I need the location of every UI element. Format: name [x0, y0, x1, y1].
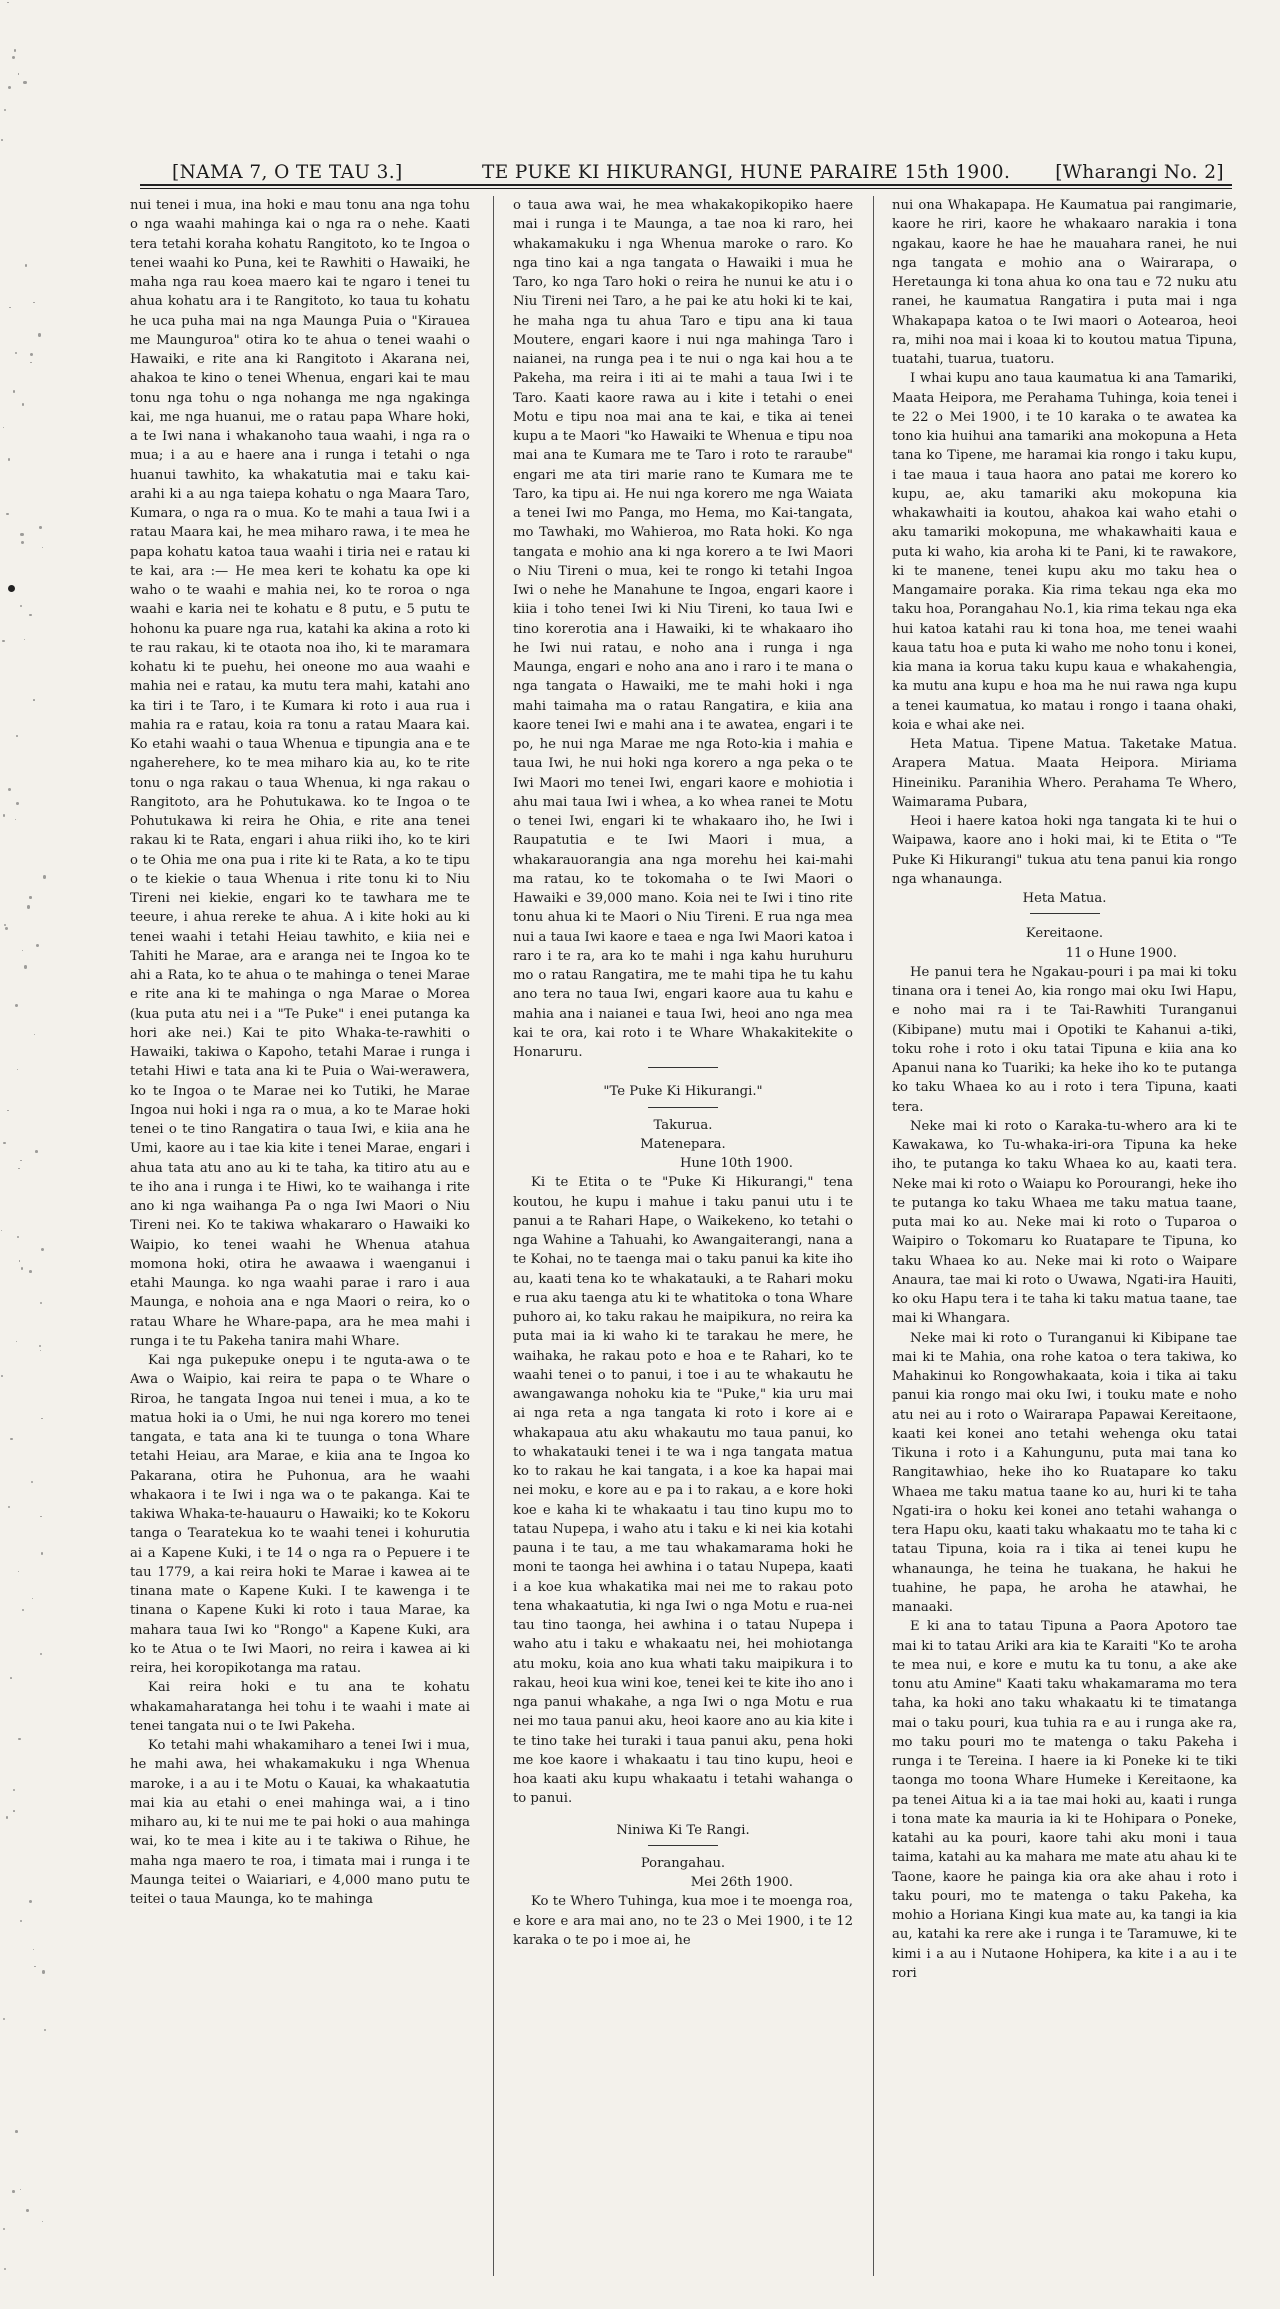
scan-speck — [7, 2, 8, 3]
scan-speck — [8, 86, 11, 89]
scan-speck — [10, 1677, 12, 1679]
letter-paragraph: Ki te Etita o te "Puke Ki Hikurangi," tena koutou, he kupu i mahue i taku panui utu i te panui a te Rahari Hape, o Waikekeno, ko tetahi o nga Wahine a Tahuahi, ko Awangaiterangi, nana a te Kohai, no te taenga mai o taku panui ka kite iho au, kaati tena ko te whakatauki, a te Rahari moku e rua aku taenga atu ki te whatitoka o tona Whare puhoro ai, ko taku rakau he maipikura, no reira ka puta mai ia ki waho ki te tarakau he mere, he waihaka, he rakau poto e hoa e te Rahari, ko te waahi tenei o to panui, i toe i au te whakautu he awangawanga nohoku kia te "Puke," kia uru mai ai nga reta a nga tangata ki roto i kore ai e whakapaua atu aku whakautu mo taua panui, ko to whakatauki tenei i te wa i nga tangata matua ko to rakau he kai tangata, i a koe ka hapai mai nei moku, e kore au e pa i to rakau, a e kore hoki koe e kaha ki te whakaatu i tau tino kupu mo to tatau Nupepa, i waho atu i taku e ki nei kia kotahi pauna i te tau, a me tau whakamarama hoki he moni te taonga hei awhina i o tatau Nupepa, kaati i a koe kua whakatika mai nei me to rakau poto tena whakaatutia, ki nga Iwi o nga Motu e rua-nei tau tino taonga, hei awhina i o tatau Nupepa i waho atu i taku e whakaatu nei, hei mohiotanga atu moku, koia ano kua whati taku maipikura i to rakau, heoi kua wini koe, tenei kei te kite iho ano i nga panui whakahe, a nga Iwi o nga Motu e rua nei mo taua panui aku, heoi kaore ano au kia kite i te tino take hei turaki i taua panui aku, pena hoki me koe kaore i whakaatu i tau tino kupu, heoi e hoa kaati aku kupu whakaatu i tetahi wahanga o to panui. — [513, 1175, 853, 1807]
section-separator — [648, 1067, 718, 1068]
column-divider — [873, 196, 874, 2276]
scan-speck — [17, 1236, 19, 1238]
scan-speck — [3, 1142, 6, 1145]
letter-heading: "Te Puke Ki Hikurangi." — [603, 1084, 763, 1100]
scan-speck — [41, 1418, 42, 1419]
scan-speck — [32, 1598, 33, 1599]
letter-place: Matenepara. — [640, 1136, 726, 1152]
scan-speck — [29, 1900, 32, 1903]
scan-speck — [13, 390, 16, 393]
scan-speck — [1, 139, 3, 141]
letter-place: Porangahau. — [640, 1855, 726, 1871]
scan-speck — [21, 1267, 24, 1270]
scan-speck — [29, 614, 32, 617]
scan-speck — [40, 1516, 41, 1517]
letter-paragraph: Neke mai ki roto o Turanganui ki Kibipane tae mai ki te Mahia, ona rohe katoa o tera takiwa, ko Mahakinui ko Rongowhakaata, koia i tika ai taku panui kia rongo mai oku Iwi, i touku mate e noho atu nei au i roto o Wairarapa Papawai Kereitaone, kaati kei konei ano tetahi wehenga oku tatai Tikuna i roto i a Kahungunu, puta mai tana ko Rangitawhiao, heke iho ko Ruatapare ko taku Whaea me taku matua taane ko au, huri ki te taha Ngati-ira o hoku kei konei ano tetahi wahanga o tera Hapu oku, kaati taku whakaatu mo te taha ki c tatau Tipuna, koia ra i tika ai tenei kupu he whanaunga, he teina he tuakana, he hakui he tuahine, he papa, he aroha he atawhai, he manaaki. — [892, 1330, 1237, 1615]
scan-speck — [41, 1552, 43, 1554]
scan-margin-specks — [0, 0, 60, 2309]
article-paragraph: Ko tetahi mahi whakamiharo a tenei Iwi i mua, he mahi awa, hei whakamakuku i nga Whenua maroke, i a au i te Motu o Kauai, ka whakaatutia mai kia au etahi o enei mahinga wai, a i tino miharo au, ki te nui me te pai hoki o aua mahinga wai, ko te mea i kite au i te takiwa o Rihue, he maha nga maero te roa, i timata mai i runga i te Maunga teitei o Waiariari, e 4,000 mano putu te teitei o taua Maunga, ko te mahinga — [130, 1738, 470, 1907]
scan-speck — [33, 302, 35, 304]
letter-place: Takurua. — [653, 1117, 713, 1133]
scan-speck — [30, 362, 32, 364]
scan-speck — [27, 905, 30, 908]
scan-speck — [4, 109, 6, 111]
scan-speck — [39, 1345, 41, 1347]
scan-speck — [41, 1248, 44, 1251]
column-3 — [892, 196, 1237, 2286]
margin-ink-dot — [8, 585, 15, 592]
scan-speck — [4, 924, 7, 927]
article-paragraph: Heta Matua. Tipene Matua. Taketake Matua. Arapera Matua. Maata Heipora. Miriama Hineiniku. Paranihia Whero. Perahama Te Whero, Waimarama Pubara, — [892, 737, 1237, 810]
scan-speck — [12, 56, 15, 59]
scan-speck — [6, 1816, 8, 1818]
scan-speck — [18, 1571, 20, 1573]
scan-speck — [1, 1230, 2, 1231]
scan-speck — [20, 2189, 21, 2190]
scan-speck — [31, 1481, 33, 1483]
scan-speck — [36, 944, 39, 947]
scan-speck — [12, 2190, 15, 2193]
scan-speck — [40, 1302, 42, 1304]
header-issue: [NAMA 7, O TE TAU 3.] — [172, 162, 403, 183]
scan-speck — [7, 1110, 8, 1111]
scan-speck — [15, 819, 16, 820]
article-paragraph: Heoi i haere katoa hoki nga tangata ki te hui o Waipawa, kaore ano i hoki mai, ki te Etita o "Te Puke Ki Hikurangi" tukua atu tena panui kia rongo nga whanaunga. — [892, 814, 1237, 887]
header-page-number: [Wharangi No. 2] — [1055, 162, 1224, 183]
scan-speck — [13, 1789, 15, 1791]
scan-speck — [15, 1004, 18, 1007]
column-divider — [493, 196, 494, 2276]
letter-signature: Niniwa Ki Te Rangi. — [616, 1822, 750, 1838]
scan-speck — [30, 353, 33, 356]
scan-speck — [22, 403, 24, 405]
scan-speck — [14, 49, 16, 51]
scan-speck — [10, 1438, 12, 1440]
scan-speck — [42, 1970, 45, 1973]
article-paragraph: o taua awa wai, he mea whakakopikopiko haere mai i runga i te Maunga, a tae noa ki raro, hei whakamakuku i nga Whenua maroke o raro. Ko nga tino kai a nga tangata o Hawaiki i mua he Taro, ko nga Taro hoki o reira he nunui ke atu i o Niu Tireni nei Taro, a he pai ke atu hoki ki te kai, he maha nga tu ahua Taro e tipu ana ki taua Moutere, engari kaore i nui nga mahinga Taro i naianei, na runga pea i te nui o nga kai hou a te Pakeha, ma reira i iti ai te mahi a taua Iwi i te Taro. Kaati kaore rawa au i kite i tetahi o enei Motu e tipu noa mai ana te kai, e tika ai tenei kupu a te Maori "ko Hawaiki te Whenua e tipu noa mai ana te Kumara me te Taro i roto te raraube" engari me ata tiri marie rano te Kumara me te Taro, ka tipu ai. He nui nga korero me nga Waiata a tenei Iwi mo Panga, mo Hema, mo Kai-tangata, mo Tawhaki, mo Wahieroa, mo Rata hoki. Ko nga tangata e mohio ana ki nga korero a te Iwi Maori o Niu Tireni o mua, kei te rongo ki tetahi Ingoa Iwi o nehe he Manahune te Ingoa, engari kaore i kiia i toho tenei Iwi ki Niu Tireni, ko taua Iwi e tino korerotia ana i Hawaiki, ki te whakaaro iho he Iwi nui ratau, e noho ana i runga i nga Maunga, engari e noho ana ano i raro i te mana o nga tangata o Hawaiki, me te mahi hoki i nga mahi taimaha ma o ratau Rangatira, e kiia ana kaore tenei Iwi e mahi ana i te awatea, engari i te po, he nui nga Marae me nga Roto-kia i mahia e taua Iwi, he nui hoki nga korero a nga peka o te Iwi Maori mo tenei Iwi, engari kaore e mohiotia i ahu mai taua Iwi i whea, a ko whea ranei te Motu o tenei Iwi, engari ki te whakaaro iho, he Iwi i Raupatutia e te Iwi Maori i mua, a whakarauorangia ana nga morehu hei kai-mahi ma ratau, ko te tokomaha o te Iwi Maori o Hawaiki e 39,000 mano. Koia nei te Iwi i tino rite tonu ahua ki te Maori o Niu Tireni. E rua nga mea nui a taua Iwi kaore e taea e nga Iwi Maori katoa i raro i te ra, ara ko te mahi i nga kahu huruhuru mo o ratau Rangatira, me te mahi tipa he tu kahu ano tera no taua Iwi, engari kaore aua tu kahu e mahia ana i naianei e taua Iwi, heoi ano nga mea kai te ora, kai roto i te Whare Whakakitekite o Honaruru. — [513, 198, 853, 1060]
header-rule-thin — [140, 188, 1232, 189]
scan-speck — [16, 1341, 17, 1342]
scan-speck — [20, 1920, 22, 1922]
scan-speck — [24, 965, 27, 968]
letter-paragraph: He panui tera he Ngakau-pouri i pa mai ki toku tinana ora i tenei Ao, kia rongo mai oku Iwi Hapu, e noho mai ra i te Tai-Rawhiti Turanganui (Kibipane) mutu mai i Opotiki te Kahanui a-tiki, toku rohe i roto i oku tatai Tipuna e kiia ana ko Apanui nana ko Tuariki; ka heke iho ko te putanga ko taku Whaea ko au i roto i tera Tipuna, kaati tera. — [892, 964, 1237, 1115]
header-title: TE PUKE KI HIKURANGI, HUNE PARAIRE 15th 1900. — [482, 162, 1011, 183]
scan-speck — [40, 1653, 42, 1655]
letter-paragraph: Neke mai ki roto o Karaka-tu-whero ara ki te Kawakawa, ko Tu-whaka-iri-ora Tipuna ka heke iho, te putanga ko taku Whaea ko au, kaati tera. Neke mai ki roto o Waiapu ko Porourangi, heke iho te putanga ko taku Whaea me taku matua taane, puta mai ko au. Neke mai ki roto o Tuparoa o Waipiro o Tokomaru ko Ruatapare te Tipuna, ko taku Whaea ko au. Neke mai ki roto o Waipare Anaura, tae mai ki roto o Uwawa, Ngati-ira Hauiti, ko oku Hapu tera i te taha ki taku matua taane, tae mai ki Whangara. — [892, 1118, 1237, 1327]
scan-speck — [22, 1609, 24, 1611]
scan-speck — [18, 1738, 21, 1741]
scan-speck — [24, 639, 25, 640]
scan-speck — [40, 1350, 41, 1351]
scan-speck — [42, 547, 43, 548]
scan-speck — [20, 605, 22, 607]
header-rule — [140, 184, 1232, 186]
article-paragraph: nui ona Whakapapa. He Kaumatua pai rangimarie, kaore he riri, kaore he whakaaro narakia i tona ngakau, kaore he hae he mauahara ranei, he nui nga tangata e mohio ana o Wairarapa, o Heretaunga ki tona ahua ko ona tau e 72 nuku atu ranei, he kaumatua Rangatira i puta mai i nga Whakapapa katoa o te Iwi maori o Aotearoa, heoi ra, mihi noa mai i koaa ki to koutou matua Tipuna, tuatahi, tuarua, tuatoru. — [892, 198, 1237, 367]
scan-speck — [18, 1168, 20, 1170]
scan-speck — [3, 814, 5, 816]
column-1 — [130, 196, 470, 2286]
scan-speck — [19, 1260, 20, 1261]
scan-speck — [33, 1949, 34, 1950]
letter-date: 11 o Hune 1900. — [1065, 945, 1177, 961]
scan-speck — [13, 1810, 15, 1812]
scan-speck — [8, 458, 11, 461]
letter-paragraph: E ki ana to tatau Tipuna a Paora Apotoro tae mai ki to tatau Ariki ara kia te Karaiti "Ko te aroha te mea nui, e kore e mutu ka tu tonu, a ake ake tonu atu Amine" Kaati taku whakamarama mo tera taha, ka hoki ano taku whakaatu ki te timatanga mai o taku pouri, kua tuhia ra e au i runga ake ra, mo taku pouri mo te matenga o taku Pakeha i runga i te Tereina. I haere ia ki Poneke ki te tiki taonga mo toona Whare Humeke i Kereitaone, ka pa tenei Aitua ki a ia tae mai hoki au, kaati i runga i tona mate ka mauria ia ki te Hohipara o Poneke, katahi au ka pouri, kaore tahi aku moni i taua taima, katahi au ka mahara me mate atu ahau ki te Taone, kaore he painga kia ora ake ahau i roto i taku pouri, mo te matenga o taku Pakeha, ka mohio a Horiana Kingi kua mate au, ka tangi ia kia au, katahi ka rere ake i runga i te Taramuwe, ki te kimi i a au i Nutaone Hohipera, ka kite i a au i te rori — [892, 1619, 1237, 1981]
scan-speck — [25, 264, 27, 266]
scan-speck — [44, 2029, 46, 2031]
scan-speck — [18, 73, 20, 75]
article-paragraph: Kai reira hoki e tu ana te kohatu whakamaharatanga hei tohu i te waahi i mate ai tenei tangata nui o te Iwi Pakeha. — [130, 1680, 470, 1734]
letter-paragraph: Ko te Whero Tuhinga, kua moe i te moenga roa, e kore e ara mai ano, no te 23 o Mei 1900, i te 12 karaka o te po i moe ai, he — [513, 1894, 853, 1948]
scan-speck — [20, 533, 23, 536]
scan-speck — [17, 1069, 18, 1070]
scan-speck — [3, 2228, 5, 2230]
scan-speck — [26, 2209, 29, 2212]
section-separator — [648, 1107, 718, 1108]
scan-speck — [8, 788, 11, 791]
scan-speck — [15, 2130, 18, 2133]
scan-speck — [9, 307, 10, 308]
scan-speck — [3, 427, 4, 428]
scan-speck — [16, 735, 18, 737]
column-2 — [513, 196, 853, 2286]
scan-speck — [34, 1966, 36, 1968]
scan-speck — [5, 927, 8, 930]
page-header — [172, 158, 1224, 186]
scan-speck — [20, 1160, 22, 1162]
article-paragraph: nui tenei i mua, ina hoki e mau tonu ana nga tohu o nga waahi mahinga kai o nga ra o nehe. Kaati tera tetahi koraha kohatu Rangitoto, ko te Ingoa o tenei waahi ko Puna, kei te Rawhiti o Hawaiki, he maha nga rau koea maero kai te ngaro i tenei tu ahua kohatu ara i te Rangitoto, ko taua tu kohatu he uca puha mai na nga Maunga Puia o "Kirauea me Maunguroa" otira ko te ahua o tenei waahi o Hawaiki, e rite ana ki Rangitoto i Akarana nei, ahakoa te kino o tenei Whenua, engari kai te mau tonu nga tohu o nga nohanga me nga ngakinga kai, me nga huanui, me o ratau papa Whare hoki, a te Iwi nana i whakanoho taua waahi, i nga ra o mua; i a au e haere ana i runga i tetahi o nga huanui tawhito, ka whakatutia mai e taku kai-arahi ki a au nga taiepa kohatu o nga Maara Taro, Kumara, o nga ra o mua. Ko te mahi a taua Iwi i a ratau Maara kai, he mea miharo rawa, i te mea he papa kohatu katoa taua waahi i tiria nei e ratau ki te kai, ara :— He mea keri te kohatu ka ope ki waho o te waahi e mahia nei, ko te roroa o nga waahi e karia nei te kohatu e 8 putu, e 5 putu te hohonu ka puare nga rua, katahi ka akina a roto ki te rau rakau, ki te otaota noa iho, ki te maramara kohatu ki te puehu, hei oneone mo aua waahi e mahia nei e ratau, ka mutu tera mahi, katahi ano ka tiri i te Taro, i te Kumara ki roto i aua rua i mahia ra e ratau, koia ra tonu a ratau Maara kai. Ko etahi waahi o taua Whenua e tipungia ana e te ngaherehere, ko te mea miharo kia au, ko te rite tonu o nga rakau o taua Whenua, ki nga rakau o Rangitoto, ara he Pohutukawa. ko te Ingoa o te Pohutukawa ki reira he Ohia, e rite ana tenei rakau ki te Rata, engari i ahua riiki iho, ko te kiri o te Ohia me ona pua i rite ki te Rata, a ko te tipu o te kiekie o taua Whenua i rite tonu ki to Niu Tireni nei kiekie, engari ko te tawhara me te teeure, i ahua rereke te ahua. A i kite hoki au ki tenei waahi i tetahi Heiau tawhito, e kiia nei e Tahiti he Marae, ara e aranga nei te Ingoa ko te ahi a Rata, ko te ahua o te mahinga o tenei Marae e rite ana ki te mahinga o nga Marae o Morea (kua puta atu nei i a "Te Puke" i enei putanga ka hori ake nei.) Kai te pito Whaka-te-rawhiti o Hawaiki, takiwa o Kapoho, tetahi Marae i runga i tetahi Hiwi e tata ana ki te Puia o Wai-werawera, ko te Ingoa o te Marae nei ko Tutiki, he Marae Ingoa nui hoki i nga ra o mua, a ko te Marae hoki tenei o te tino Rangatira o taua Iwi, e kiia ana he Umi, kaore au i tae kia kite i tenei Marae, engari i ahua tata atu ano au ki te taha, ka titiro atu au e te iho ana i runga i te Hiwi, ko te waihanga i rite ano ki nga waihanga Pa o nga Iwi Maori o Niu Tireni nei. Ko te takiwa whakararo o Hawaiki ko Waipio, ko tenei waahi he Whenua atahua momona hoki, otira he awaawa i waenganui i etahi Maunga. ko nga waahi parae i raro i aua Maunga, e nohoia ana e nga Maori o reira, ko o ratau Whare he Whare-papa, ara he mea mahi i runga i te tu Pakeha tanira mahi Whare. — [130, 198, 470, 1349]
scan-speck — [35, 1150, 38, 1153]
scan-speck — [2, 640, 4, 642]
scan-speck — [4, 2268, 6, 2270]
scan-speck — [29, 896, 31, 898]
scan-speck — [43, 875, 46, 878]
scan-speck — [23, 81, 26, 84]
scan-speck — [29, 1270, 32, 1273]
scan-speck — [39, 526, 42, 529]
scan-speck — [8, 1506, 10, 1508]
scan-speck — [6, 513, 9, 516]
scan-speck — [38, 333, 41, 336]
article-paragraph: I whai kupu ano taua kaumatua ki ana Tamariki, Maata Heipora, me Perahama Tuhinga, koia tenei i te 22 o Mei 1900, i te 10 karaka o te awatea ka tono kia huihui ana tamariki ana mokopuna a Heta tana ko Tipene, me haramai kia rongo i taku kupu, i tae maua i taua haora ano patai me korero ko kupu, ae, aku tamariki aku mokopuna kia whakawhaiti ia koutou, ahakoa kai waho etahi o aku tamariki mokopuna, me whakawhaiti kaua e puta ki waho, kia aroha ki te Pani, ki te rawakore, ki te manene, tenei kupu aku mo taku hea o Mangamaire poraka. Kia rima tekau nga eka mo taku hoa, Porangahau No.1, kia rima tekau nga eka hui katoa katahi rau ki tona hoa, me tenei waahi kaua tatu hoa e puta ki waho me noho tonu i konei, kia mana ia korua taku kupu kaua e whakahengia, ka mutu ana kupu e hoa ma he nui rawa nga kupu a tenei kaumatua, ko matau i rongo i taana ohaki, koia e whai ake nei. — [892, 371, 1237, 733]
scan-speck — [1, 1375, 3, 1377]
section-separator — [1030, 913, 1100, 914]
article-paragraph: Kai nga pukepuke onepu i te nguta-awa o te Awa o Waipio, kai reira te papa o te Whare o Riroa, he tangata Ingoa nui tenei i mua, a ko te matua hoki ia o Umi, he nui nga korero mo tenei tangata, e tata ana ki te tuunga o tona Whare tetahi Heiau, ara Marae, e kiia ana te Ingoa ko Pakarana, otira he Puhonua, ara he waahi whakaora i te Iwi i nga wa o te pakanga. Kai te takiwa Whaka-te-hauauru o Hawaiki; ko te Kokoru tanga o Tearatekua ko te waahi tenei i kohurutia ai a Kapene Kuki, i te 14 o nga ra o Pepuere i te tau 1779, a kai reira hoki te Marae i kawea ai te tinana mate o Kapene Kuki. I te kawenga i te tinana o Kapene Kuki ki roto i taua Marae, ka mahara taua Iwi ko "Rongo" a Kapene Kuki, ara ko te Atua o te Iwi Maori, no reira i kawea ai ki reira, hei koropikotanga ma ratau. — [130, 1353, 470, 1676]
scan-speck — [15, 352, 17, 354]
scan-speck — [33, 699, 35, 701]
scan-speck — [34, 1034, 35, 1035]
letter-signature: Heta Matua. — [1022, 891, 1107, 906]
scan-speck — [16, 802, 19, 805]
letter-date: Hune 10th 1900. — [679, 1156, 793, 1171]
letter-place: Kereitaone. — [1025, 926, 1104, 942]
section-separator — [648, 1845, 718, 1846]
scan-speck — [21, 541, 24, 544]
letter-date: Mei 26th 1900. — [690, 1875, 793, 1890]
scan-speck — [42, 2221, 43, 2222]
scan-speck — [22, 950, 23, 951]
scan-speck — [3, 2018, 5, 2020]
